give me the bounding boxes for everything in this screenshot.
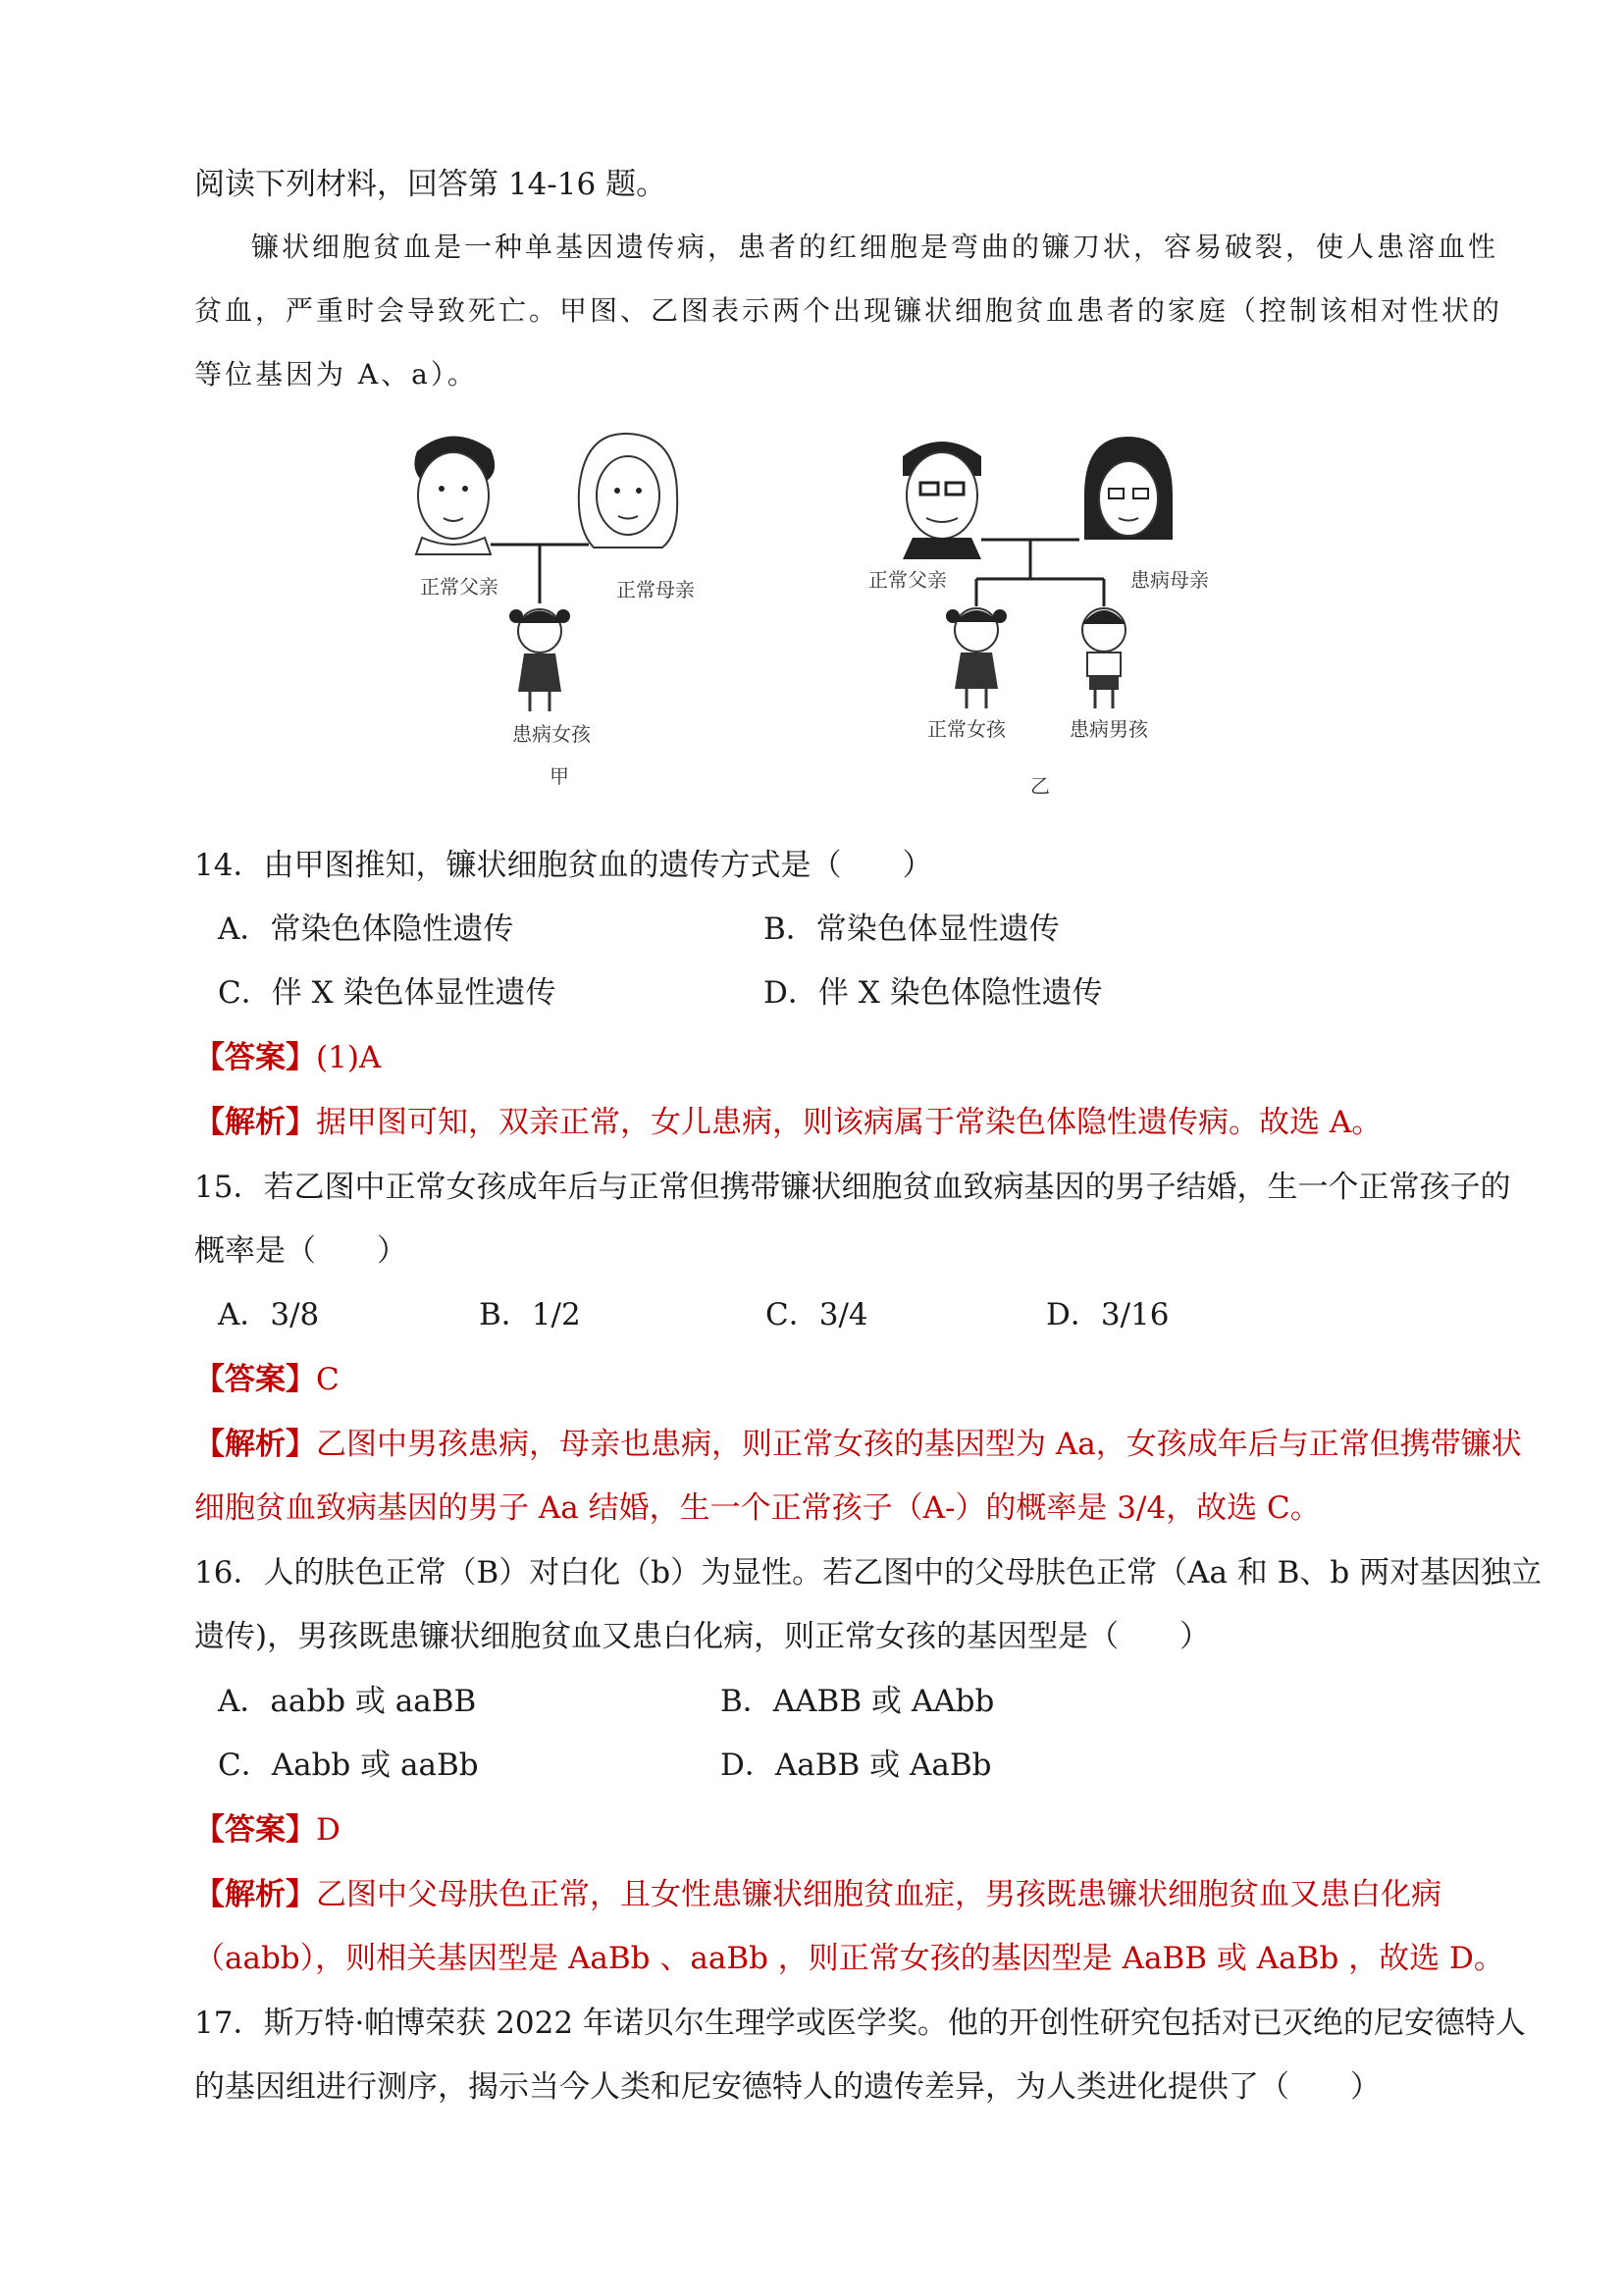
caption-jia: 甲 (550, 764, 569, 788)
q16-analysis-line-2: （aabb），则相关基因型是 AaBb 、aaBb ，则正常女孩的基因型是 AaBB 或 AaBb ，故选 D。 (194, 1941, 1504, 1976)
q16-stem-line-2: 遗传)，男孩既患镰状细胞贫血又患白化病，则正常女孩的基因型是（ ） (194, 1619, 1211, 1654)
q15-answer-value: C (316, 1362, 340, 1397)
caption-yi: 乙 (1030, 774, 1050, 798)
analysis-tag: 【解析】 (194, 1427, 316, 1462)
q15-analysis-line-2: 细胞贫血致病基因的男子 Aa 结婚，生一个正常孩子（A-）的概率是 3/4，故选 C。 (194, 1490, 1321, 1526)
q14-analysis-text: 据甲图可知，双亲正常，女儿患病，则该病属于常染色体隐性遗传病。故选 A。 (316, 1105, 1383, 1140)
q15-option-c: C．3/4 (765, 1297, 868, 1332)
q15-option-d: D．3/16 (1046, 1297, 1170, 1332)
q15-option-b: B．1/2 (479, 1297, 581, 1332)
label-jia-child: 患病女孩 (512, 722, 591, 746)
answer-tag: 【答案】 (194, 1362, 316, 1397)
girl-figure-yi-icon (946, 608, 1007, 708)
q16-answer (194, 1810, 340, 1850)
material-line-1: 镰状细胞贫血是一种单基因遗传病，患者的红细胞是弯曲的镰刀状，容易破裂，使人患溶血性 (251, 231, 1499, 263)
material-line-2: 贫血，严重时会导致死亡。甲图、乙图表示两个出现镰状细胞贫血患者的家庭（控制该相对性状的 (194, 294, 1503, 327)
pedigree-svg (393, 422, 1256, 814)
q14-answer (194, 1038, 381, 1077)
boy-figure-yi-icon (1082, 608, 1126, 708)
father-figure-jia-icon (414, 436, 495, 554)
father-figure-yi-icon (903, 442, 981, 559)
intro-heading: 阅读下列材料，回答第 14-16 题。 (194, 167, 667, 202)
q14-option-a: A．常染色体隐性遗传 (218, 912, 514, 947)
analysis-tag: 【解析】 (194, 1105, 316, 1140)
q14-stem: 14．由甲图推知，镰状细胞贫血的遗传方式是（ ） (194, 848, 933, 883)
q14-option-b: B．常染色体显性遗传 (763, 912, 1060, 947)
q14-answer-value: (1)A (316, 1040, 382, 1075)
mother-figure-jia-icon (579, 434, 677, 548)
analysis-tag: 【解析】 (194, 1877, 316, 1912)
q14-option-c: C．伴 X 染色体显性遗传 (218, 975, 556, 1011)
label-jia-mother: 正常母亲 (616, 578, 695, 601)
family-yi (868, 437, 1209, 798)
q15-analysis-text-1: 乙图中男孩患病，母亲也患病，则正常女孩的基因型为 Aa，女孩成年后与正常但携带镰状 (316, 1427, 1522, 1462)
q15-stem-line-1: 15．若乙图中正常女孩成年后与正常但携带镰状细胞贫血致病基因的男子结婚，生一个正常孩子的 (194, 1170, 1511, 1205)
q16-option-b: B．AABB 或 AAbb (720, 1684, 995, 1719)
pedigree-figure (393, 422, 1256, 814)
answer-tag: 【答案】 (194, 1812, 316, 1848)
q16-analysis-text-1: 乙图中父母肤色正常，且女性患镰状细胞贫血症，男孩既患镰状细胞贫血又患白化病 (316, 1877, 1441, 1912)
q16-analysis-line-1 (194, 1875, 1441, 1914)
q16-answer-value: D (316, 1812, 340, 1848)
label-yi-father: 正常父亲 (868, 568, 947, 592)
q14-analysis (194, 1103, 1382, 1142)
q16-stem-line-1: 16．人的肤色正常（B）对白化（b）为显性。若乙图中的父母肤色正常（Aa 和 B、b 两对基因独立 (194, 1555, 1543, 1591)
label-jia-father: 正常父亲 (420, 575, 498, 599)
q17-stem-line-1: 17．斯万特·帕博荣获 2022 年诺贝尔生理学或医学奖。他的开创性研究包括对已灭绝的尼安德特人 (194, 2006, 1526, 2041)
q16-option-c: C．Aabb 或 aaBb (218, 1748, 479, 1783)
label-yi-mother: 患病母亲 (1130, 568, 1209, 592)
q15-option-a: A．3/8 (218, 1297, 320, 1332)
q15-answer (194, 1360, 340, 1399)
q14-option-d: D．伴 X 染色体隐性遗传 (763, 975, 1103, 1011)
child-figure-jia-icon (509, 609, 570, 711)
material-line-3: 等位基因为 A、a）。 (194, 358, 478, 391)
q16-option-a: A．aabb 或 aaBB (218, 1684, 477, 1719)
q16-option-d: D．AaBB 或 AaBb (720, 1748, 992, 1783)
family-jia (414, 434, 695, 788)
label-yi-boy: 患病男孩 (1070, 717, 1148, 741)
q15-stem-line-2: 概率是（ ） (194, 1233, 407, 1269)
mother-figure-yi-icon (1084, 437, 1173, 540)
q17-stem-line-2: 的基因组进行测序，揭示当今人类和尼安德特人的遗传差异，为人类进化提供了（ ） (194, 2069, 1381, 2105)
label-yi-girl: 正常女孩 (927, 717, 1006, 741)
answer-tag: 【答案】 (194, 1040, 316, 1075)
q15-analysis-line-1 (194, 1425, 1522, 1464)
